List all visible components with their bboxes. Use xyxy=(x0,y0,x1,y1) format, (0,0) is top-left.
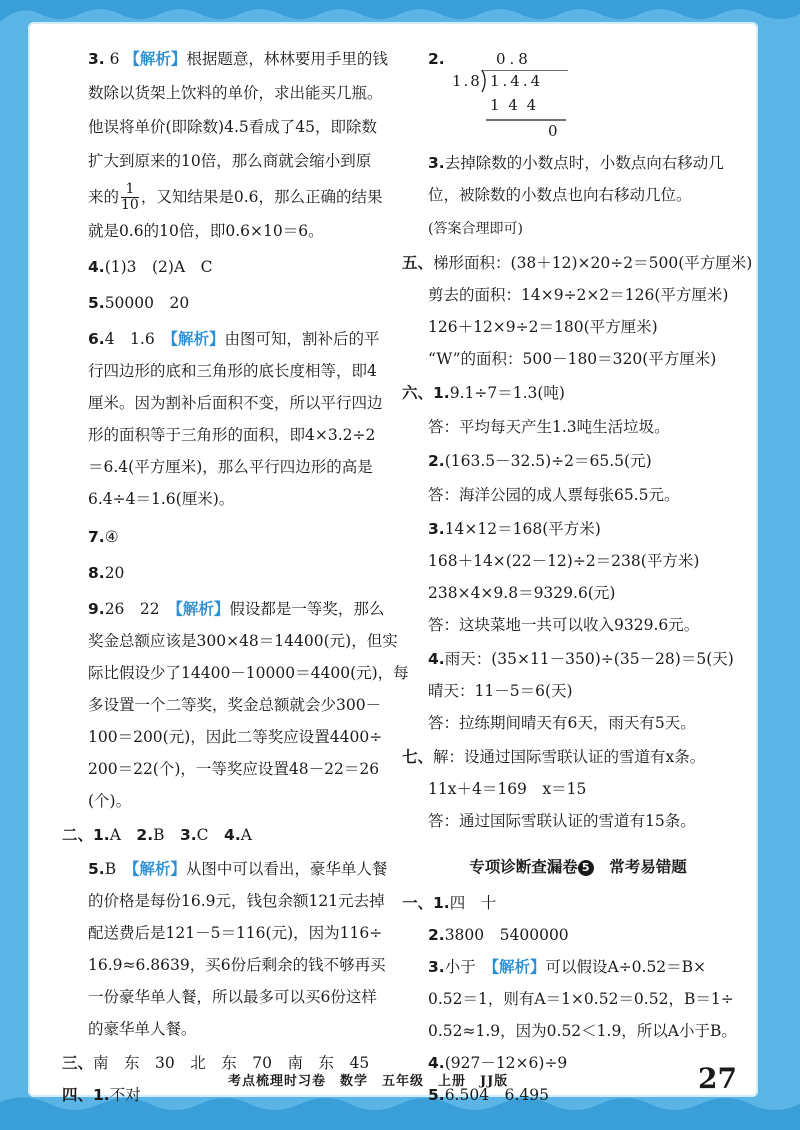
answer-6-3: 3.14×12＝168(平方米) xyxy=(428,520,601,538)
text-line: 就是0.6的10倍，即0.6×10＝6。 xyxy=(88,222,324,240)
text-line: 答：这块菜地一共可以收入9329.6元。 xyxy=(428,616,700,634)
section-5-answer: 五、梯形面积：(38＋12)×20÷2＝500(平方厘米) xyxy=(402,254,753,272)
long-division xyxy=(446,44,596,140)
section-4-answers: 四、1.不对 xyxy=(62,1086,141,1104)
answer-9: 9.26 22 【解析】假设都是一等奖，那么 xyxy=(88,600,385,618)
text-line: 11x＋4＝169 x＝15 xyxy=(428,780,587,798)
answer-4: 4.(1)3 (2)A C xyxy=(88,258,213,276)
text-line: 答：海洋公园的成人票每张65.5元。 xyxy=(428,486,680,504)
text-line: 238×4×9.8＝9329.6(元) xyxy=(428,584,616,602)
text-line-with-fraction: 来的 $\frac{1}{10}$ ，又知结果是0.6，那么正确的结果 xyxy=(88,181,383,214)
analysis-tag: 【解析】 xyxy=(124,50,187,68)
text-line: 扩大到原来的10倍，那么商就会缩小到原 xyxy=(88,152,372,170)
answer-6-4: 4.雨天：(35×11－350)÷(35－28)＝5(天) xyxy=(428,650,734,668)
text-line: 答：拉练期间晴天有6天，雨天有5天。 xyxy=(428,714,696,732)
text-line: 晴天：11－5＝6(天) xyxy=(428,682,573,700)
analysis-tag: 【解析】 xyxy=(491,958,546,976)
note-text: (答案合理即可) xyxy=(428,221,523,237)
text-line: 配送费后是121－5＝116(元)，因为116÷ xyxy=(88,924,383,942)
answer-1-5: 5.6.504 6.495 xyxy=(428,1086,549,1104)
division-quotient: 0.8 xyxy=(496,50,532,68)
analysis-tag: 【解析】 xyxy=(170,330,225,348)
fraction: $\frac{1}{10}$ xyxy=(121,181,139,214)
answer-1-4: 4.(927－12×6)÷9 xyxy=(428,1054,568,1072)
text-line: 答：平均每天产生1.3吨生活垃圾。 xyxy=(428,418,670,436)
answer-3: 3. 6 【解析】根据题意，林林要用手里的钱 xyxy=(88,50,388,68)
text-line: 100＝200(元)，因此二等奖应设置4400÷ xyxy=(88,728,383,746)
answer-1-2: 2.3800 5400000 xyxy=(428,926,569,944)
section-6-answer-1: 六、1.9.1÷7＝1.3(吨) xyxy=(402,384,565,402)
section-7-answer: 七、解：设通过国际雪联认证的雪道有x条。 xyxy=(402,748,706,766)
text-line: 奖金总额应该是300×48＝14400(元)，但实 xyxy=(88,632,398,650)
text-line: ＝6.4(平方厘米)，那么平行四边形的高是 xyxy=(88,458,373,476)
section-heading: 专项诊断查漏卷 5 常考易错题 xyxy=(469,858,687,876)
text-line: 的豪华单人餐。 xyxy=(88,1020,197,1038)
text-line: 答：通过国际雪联认证的雪道有15条。 xyxy=(428,812,696,830)
text-line: 6.4÷4＝1.6(厘米)。 xyxy=(88,490,235,508)
text-line: 的价格是每份16.9元，钱包余额121元去掉 xyxy=(88,892,385,910)
division-product: 1 4 4 xyxy=(490,96,539,114)
text-line: 168＋14×(22－12)÷2＝238(平方米) xyxy=(428,552,700,570)
answer-5: 5.50000 20 xyxy=(88,294,190,312)
text-line: 0.52≈1.9，因为0.52＜1.9，所以A小于B。 xyxy=(428,1022,737,1040)
answer-1-3: 3.小于 【解析】可以假设A÷0.52＝B× xyxy=(428,958,707,976)
text-line: 剪去的面积：14×9÷2×2＝126(平方厘米) xyxy=(428,286,729,304)
answer-6: 6.4 1.6 【解析】由图可知，割补后的平 xyxy=(88,330,380,348)
text-line: 位，被除数的小数点也向右移动几位。 xyxy=(428,186,692,204)
division-remainder: 0 xyxy=(548,122,558,140)
footer-book-title: 考点梳理时习卷 数学 五年级 上册 JJ版 xyxy=(228,1074,509,1089)
text-line: “W”的面积：500－180＝320(平方厘米) xyxy=(428,350,717,368)
text-line: 200＝22(个)，一等奖应设置48－22＝26 xyxy=(88,760,380,778)
answer-2-5: 5.B 【解析】从图中可以看出，豪华单人餐 xyxy=(88,860,388,878)
analysis-tag: 【解析】 xyxy=(131,860,186,878)
section-1-answer: 一、1.四 十 xyxy=(402,894,497,912)
text-line: 行四边形的底和三角形的底长度相等，即4 xyxy=(88,362,377,380)
text-line: 一份豪华单人餐，所以最多可以买6份这样 xyxy=(88,988,377,1006)
text-line: (个)。 xyxy=(88,792,132,810)
answer-6-2: 2.(163.5－32.5)÷2＝65.5(元) xyxy=(428,452,652,470)
number-badge: 5 xyxy=(578,860,594,876)
text-line: 形的面积等于三角形的面积，即4×3.2÷2 xyxy=(88,426,376,444)
text-line: 厘米。因为割补后面积不变，所以平行四边 xyxy=(88,394,383,412)
text-line: 多设置一个二等奖，奖金总额就会少300－ xyxy=(88,696,382,714)
answer-7: 7.④ xyxy=(88,528,119,546)
division-dividend: 1.4.4 xyxy=(490,72,544,90)
page-number: 27 xyxy=(698,1062,737,1095)
text-line: 数除以货架上饮料的单价，求出能买几瓶。 xyxy=(88,84,383,102)
answer-8: 8.20 xyxy=(88,564,125,582)
section-3-answers: 三、南 东 30 北 东 70 南 东 45 xyxy=(62,1054,370,1072)
text-line: 126＋12×9÷2＝180(平方厘米) xyxy=(428,318,658,336)
section-2-answers: 二、1.A 2.B 3.C 4.A xyxy=(62,826,252,844)
answer-2-label: 2. xyxy=(428,50,445,68)
analysis-tag: 【解析】 xyxy=(175,600,230,618)
division-divisor: 1.8 xyxy=(452,72,482,90)
answer-2-3: 3.去掉除数的小数点时，小数点向右移动几 xyxy=(428,154,724,172)
text-line: 他误将单价(即除数)4.5看成了45，即除数 xyxy=(88,118,377,136)
text-line: 际比假设少了14400－10000＝4400(元)，每 xyxy=(88,664,409,682)
text-line: 0.52＝1，则有A＝1×0.52＝0.52，B＝1÷ xyxy=(428,990,734,1008)
text-line: 16.9≈6.8639，买6份后剩余的钱不够再买 xyxy=(88,956,386,974)
